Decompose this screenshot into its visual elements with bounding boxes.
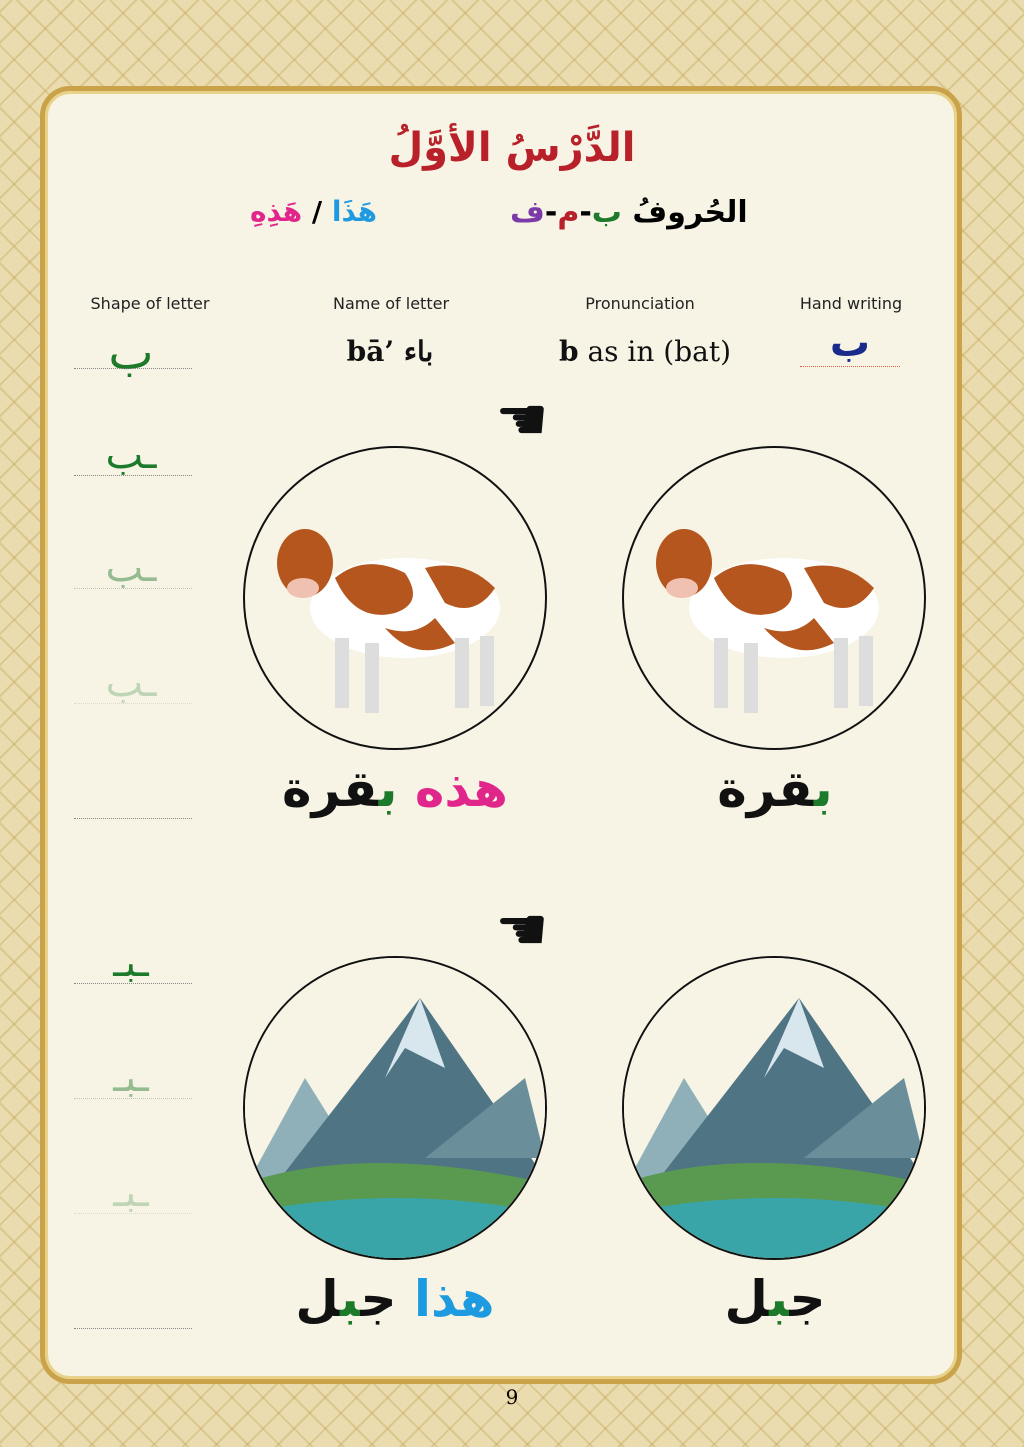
col-shape: Shape of letter: [90, 294, 210, 313]
sep: -: [579, 195, 592, 230]
word-cow: بقرة: [717, 760, 833, 818]
col-pron: Pronunciation: [585, 294, 695, 313]
page-number: 9: [505, 1385, 519, 1409]
col-name: Name of letter: [332, 294, 450, 313]
col-hand: Hand writing: [799, 294, 903, 313]
letter-meem: م: [557, 195, 580, 230]
cow-image-left: [243, 446, 547, 750]
letters-heading: [510, 195, 748, 230]
sentence-this-is-mountain: هذا جبل: [295, 1270, 495, 1328]
pointing-hand-icon: ☚: [495, 895, 549, 965]
trace-empty-2[interactable]: [70, 1285, 192, 1335]
trace-medial-2: ـبـ: [70, 1055, 192, 1105]
mountain-image-right: [622, 956, 926, 1260]
hathihi: هَذِهِ: [250, 195, 303, 228]
letter-ba: ب: [591, 195, 622, 230]
lesson-title: الدَّرْسُ الأوَّلُ: [388, 125, 636, 171]
trace-empty-1[interactable]: [70, 775, 192, 825]
letters-label: الحُروفُ: [632, 195, 748, 230]
mountain-image-left: [243, 956, 547, 1260]
letter-fa: ف: [510, 195, 545, 230]
sep: -: [544, 195, 558, 230]
trace-medial-3: ـبـ: [70, 1170, 192, 1220]
cow-image-right: [622, 446, 926, 750]
pronunciation: b as in (bat): [558, 335, 732, 368]
trace-final-2: ـب: [70, 545, 192, 595]
handwriting-letter: ب: [800, 320, 900, 367]
trace-medial-1: ـبـ: [70, 940, 192, 990]
trace-final-1: ـب: [70, 432, 192, 482]
pointing-hand-icon: ☚: [495, 385, 549, 455]
letter-shape: ب: [70, 325, 192, 375]
slash: /: [311, 195, 323, 228]
word-mountain: جبل: [724, 1270, 826, 1328]
trace-final-3: ـب: [70, 660, 192, 710]
sentence-this-is-cow: هذه بقرة: [282, 760, 508, 818]
hatha: هَذَا: [331, 195, 378, 228]
demonstratives: [250, 195, 377, 228]
letter-name: bā’ باء: [346, 335, 434, 368]
